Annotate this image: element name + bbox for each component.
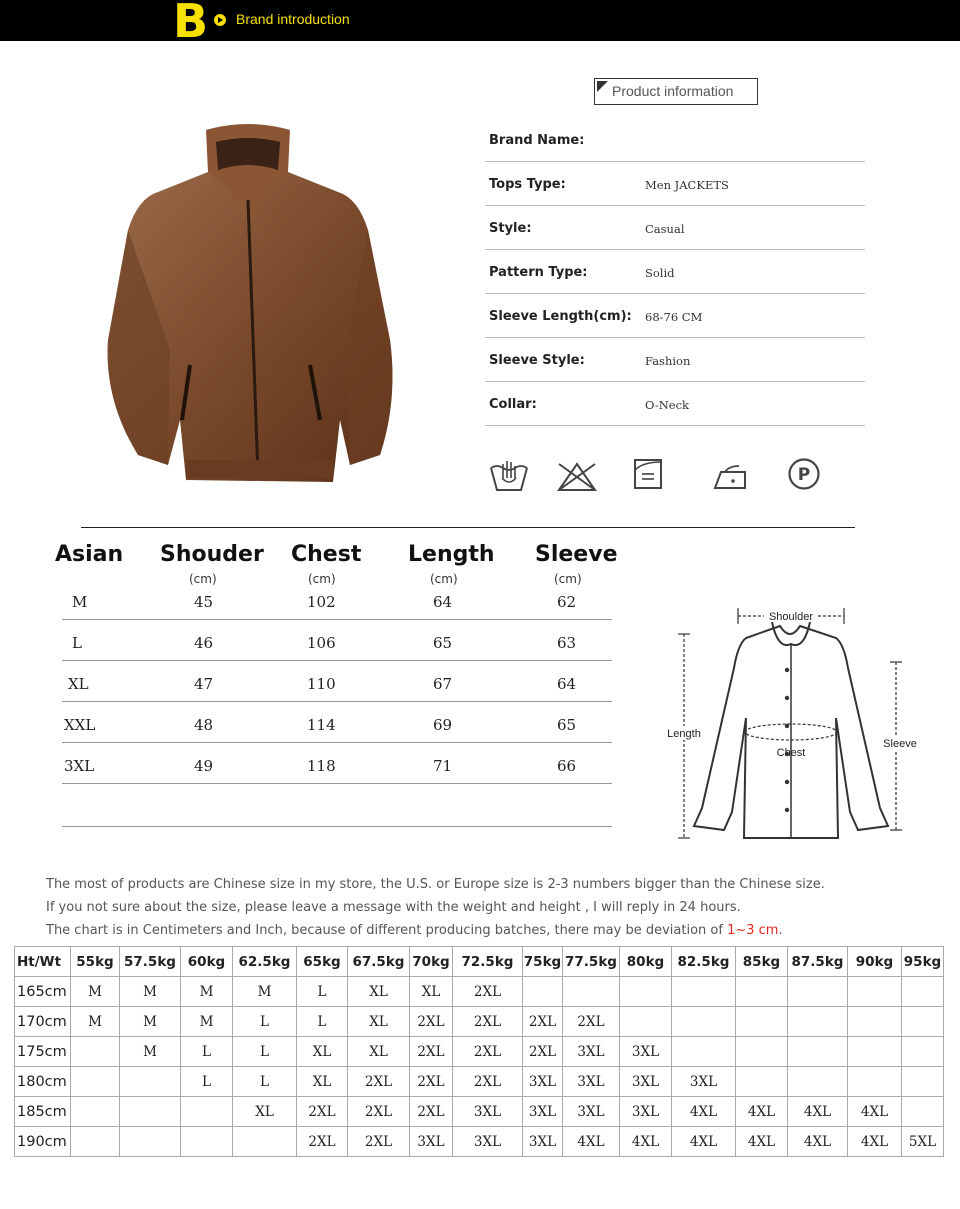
- jacket-product-image: [98, 120, 398, 490]
- size-cell: 65: [557, 716, 577, 734]
- hand-wash-icon: [489, 456, 529, 492]
- hw-cell: 4XL: [788, 1097, 848, 1127]
- note-deviation-highlight: 1~3 cm: [727, 923, 779, 938]
- hw-cell: 4XL: [672, 1097, 736, 1127]
- size-cell: 48: [194, 716, 214, 734]
- info-value: Men JACKETS: [645, 178, 729, 192]
- hw-weight-header: 77.5kg: [563, 947, 620, 977]
- hw-weight-header: 75kg: [523, 947, 563, 977]
- hw-cell: 5XL: [902, 1127, 944, 1157]
- hw-weight-header: 62.5kg: [233, 947, 297, 977]
- hw-cell: [563, 977, 620, 1007]
- diagram-chest-label: Chest: [776, 747, 806, 759]
- size-cell: L: [72, 634, 82, 652]
- hw-cell: [181, 1097, 233, 1127]
- hw-cell: 2XL: [410, 1067, 453, 1097]
- brand-letter-logo: B: [173, 0, 209, 48]
- info-row-collar: [485, 382, 865, 426]
- hw-cell: 3XL: [672, 1067, 736, 1097]
- hw-cell: 3XL: [620, 1037, 672, 1067]
- size-cell: 106: [307, 634, 336, 652]
- size-cell: 63: [557, 634, 577, 652]
- product-information-label: Product information: [612, 83, 734, 99]
- size-cell: 66: [557, 757, 577, 775]
- hw-cell: [71, 1127, 120, 1157]
- hw-cell: M: [120, 977, 181, 1007]
- info-value: 68-76 CM: [645, 310, 703, 324]
- hw-cell: L: [297, 977, 348, 1007]
- size-cell: 67: [433, 675, 453, 693]
- hw-cell: 3XL: [563, 1067, 620, 1097]
- info-row-style: [485, 206, 865, 250]
- hw-cell: 2XL: [523, 1007, 563, 1037]
- hw-cell: 4XL: [736, 1127, 788, 1157]
- hw-cell: L: [233, 1067, 297, 1097]
- diagram-sleeve-label: Sleeve: [883, 738, 917, 750]
- size-unit-label: (cm): [308, 572, 336, 586]
- hw-height-label: 185cm: [15, 1097, 71, 1127]
- hw-cell: 3XL: [523, 1097, 563, 1127]
- info-label: Tops Type:: [489, 177, 566, 192]
- hw-cell: [71, 1097, 120, 1127]
- size-cell: XL: [68, 675, 89, 693]
- size-cell: 47: [194, 675, 214, 693]
- info-row-brand-name: [485, 118, 865, 162]
- hw-cell: [523, 977, 563, 1007]
- svg-text:P: P: [797, 465, 811, 485]
- hw-cell: 2XL: [348, 1127, 410, 1157]
- hw-cell: L: [181, 1037, 233, 1067]
- hw-cell: [788, 1037, 848, 1067]
- hw-cell: 2XL: [297, 1127, 348, 1157]
- hw-weight-header: 70kg: [410, 947, 453, 977]
- size-unit-label: (cm): [430, 572, 458, 586]
- size-cell: 110: [307, 675, 336, 693]
- hw-cell: 2XL: [453, 1007, 523, 1037]
- hw-weight-header: 85kg: [736, 947, 788, 977]
- hw-height-label: 180cm: [15, 1067, 71, 1097]
- hw-cell: [902, 1037, 944, 1067]
- hw-cell: 2XL: [348, 1067, 410, 1097]
- hw-cell: M: [181, 1007, 233, 1037]
- size-cell: 69: [433, 716, 453, 734]
- play-icon: [214, 14, 226, 26]
- size-row: [62, 579, 612, 620]
- hw-cell: XL: [348, 977, 410, 1007]
- size-cell: 102: [307, 593, 336, 611]
- info-row-sleeve-length: [485, 294, 865, 338]
- hw-cell: 4XL: [736, 1097, 788, 1127]
- info-label: Style:: [489, 221, 532, 236]
- hw-weight-header: 65kg: [297, 947, 348, 977]
- hw-cell: 2XL: [410, 1097, 453, 1127]
- hw-cell: 3XL: [620, 1067, 672, 1097]
- dry-icon: [633, 458, 663, 490]
- hw-cell: 3XL: [620, 1097, 672, 1127]
- hw-cell: 4XL: [848, 1127, 902, 1157]
- hw-row: [15, 1127, 944, 1157]
- hw-cell: 3XL: [410, 1127, 453, 1157]
- corner-triangle-icon: [597, 81, 608, 92]
- hw-cell: L: [181, 1067, 233, 1097]
- diagram-length-label: Length: [667, 728, 701, 740]
- brand-header-bar: [0, 0, 960, 48]
- hw-weight-header: 57.5kg: [120, 947, 181, 977]
- hw-cell: [71, 1067, 120, 1097]
- hw-height-label: 170cm: [15, 1007, 71, 1037]
- size-cell: 46: [194, 634, 214, 652]
- size-cell: 64: [433, 593, 453, 611]
- size-cell: XXL: [64, 716, 96, 734]
- hw-cell: 2XL: [453, 977, 523, 1007]
- info-row-sleeve-style: [485, 338, 865, 382]
- hw-cell: XL: [410, 977, 453, 1007]
- size-header-chest: Chest: [291, 542, 362, 567]
- hw-cell: [736, 1037, 788, 1067]
- hw-cell: [672, 977, 736, 1007]
- size-header-length: Length: [408, 542, 495, 567]
- size-header-sleeve: Sleeve: [535, 542, 618, 567]
- size-header-asian: Asian: [55, 542, 124, 567]
- hw-cell: XL: [297, 1037, 348, 1067]
- info-value: Fashion: [645, 354, 691, 368]
- hw-weight-header: 60kg: [181, 947, 233, 977]
- hw-cell: [736, 1067, 788, 1097]
- hw-cell: [902, 1007, 944, 1037]
- size-cell: 64: [557, 675, 577, 693]
- hw-cell: 2XL: [453, 1037, 523, 1067]
- hw-cell: 2XL: [410, 1037, 453, 1067]
- hw-cell: 3XL: [563, 1037, 620, 1067]
- hw-height-label: 165cm: [15, 977, 71, 1007]
- hw-cell: [788, 1067, 848, 1097]
- hw-cell: 4XL: [563, 1127, 620, 1157]
- size-row-empty: [62, 786, 612, 827]
- size-unit-label: (cm): [554, 572, 582, 586]
- hw-cell: 3XL: [453, 1097, 523, 1127]
- hw-cell: M: [71, 1007, 120, 1037]
- hw-height-label: 175cm: [15, 1037, 71, 1067]
- hw-cell: [848, 1007, 902, 1037]
- hw-cell: [233, 1127, 297, 1157]
- note-deviation: [46, 923, 783, 938]
- info-value: Casual: [645, 222, 685, 236]
- hw-cell: XL: [233, 1097, 297, 1127]
- no-bleach-icon: [555, 460, 599, 492]
- hw-cell: [620, 1007, 672, 1037]
- size-row: [62, 743, 612, 784]
- size-cell: 114: [307, 716, 336, 734]
- hw-cell: [788, 1007, 848, 1037]
- measurement-diagram: [660, 598, 930, 848]
- note-contact: If you not sure about the size, please leave a message with the weight and height , I will reply in 24 hours.: [46, 900, 741, 915]
- size-cell: 3XL: [64, 757, 95, 775]
- iron-icon: [711, 464, 751, 490]
- diagram-shoulder-label: Shoulder: [768, 611, 814, 623]
- hw-cell: M: [71, 977, 120, 1007]
- hw-cell: [120, 1127, 181, 1157]
- hw-row: [15, 977, 944, 1007]
- hw-row: [15, 1097, 944, 1127]
- info-label: Sleeve Style:: [489, 353, 585, 368]
- hw-cell: 3XL: [523, 1067, 563, 1097]
- height-weight-size-table: [14, 946, 944, 1157]
- hw-cell: 4XL: [788, 1127, 848, 1157]
- hw-weight-header: 95kg: [902, 947, 944, 977]
- dry-clean-icon: [787, 457, 821, 491]
- hw-cell: [736, 1007, 788, 1037]
- hw-weight-header: 82.5kg: [672, 947, 736, 977]
- size-cell: 65: [433, 634, 453, 652]
- hw-cell: [672, 1007, 736, 1037]
- product-info-table: [485, 118, 865, 426]
- hw-cell: 3XL: [523, 1127, 563, 1157]
- size-cell: 49: [194, 757, 214, 775]
- hw-cell: XL: [348, 1007, 410, 1037]
- hw-cell: [902, 977, 944, 1007]
- hw-cell: [120, 1097, 181, 1127]
- info-row-tops-type: [485, 162, 865, 206]
- hw-cell: 2XL: [523, 1037, 563, 1067]
- hw-cell: 2XL: [410, 1007, 453, 1037]
- hw-row: [15, 1067, 944, 1097]
- note-deviation-text: The chart is in Centimeters and Inch, because of different producing batches, there may be deviation of: [46, 923, 728, 938]
- hw-cell: 4XL: [620, 1127, 672, 1157]
- hw-row: [15, 1037, 944, 1067]
- hw-cell: [848, 1067, 902, 1097]
- size-row: [62, 620, 612, 661]
- size-cell: 71: [433, 757, 453, 775]
- hw-cell: 2XL: [297, 1097, 348, 1127]
- hw-weight-header: 67.5kg: [348, 947, 410, 977]
- hw-cell: 3XL: [453, 1127, 523, 1157]
- size-row: [62, 661, 612, 702]
- size-header-shoulder: Shouder: [160, 542, 264, 567]
- hw-cell: [848, 977, 902, 1007]
- size-cell: 118: [307, 757, 336, 775]
- hw-cell: L: [297, 1007, 348, 1037]
- info-value: Solid: [645, 266, 675, 280]
- hw-cell: [71, 1037, 120, 1067]
- hw-weight-header: 80kg: [620, 947, 672, 977]
- note-deviation-end: .: [778, 923, 783, 938]
- info-label: Sleeve Length(cm):: [489, 309, 632, 324]
- size-cell: 45: [194, 593, 214, 611]
- hw-weight-header: 87.5kg: [788, 947, 848, 977]
- hw-cell: [788, 977, 848, 1007]
- hw-weight-header: 90kg: [848, 947, 902, 977]
- hw-cell: 3XL: [563, 1097, 620, 1127]
- brand-introduction-title: Brand introduction: [236, 11, 350, 27]
- note-size-difference: The most of products are Chinese size in my store, the U.S. or Europe size is 2-3 numbers bigger than the Chinese size.: [46, 877, 825, 892]
- hw-cell: 4XL: [672, 1127, 736, 1157]
- size-cell: M: [72, 593, 88, 611]
- hw-cell: 4XL: [848, 1097, 902, 1127]
- hw-cell: XL: [348, 1037, 410, 1067]
- info-row-pattern-type: [485, 250, 865, 294]
- care-icons-row: [485, 452, 865, 496]
- info-label: Pattern Type:: [489, 265, 588, 280]
- info-label: Brand Name:: [489, 133, 585, 148]
- hw-cell: [736, 977, 788, 1007]
- hw-corner-label: Ht/Wt: [15, 947, 71, 977]
- hw-cell: [120, 1067, 181, 1097]
- hw-cell: 2XL: [563, 1007, 620, 1037]
- hw-cell: [181, 1127, 233, 1157]
- info-label: Collar:: [489, 397, 537, 412]
- hw-cell: 2XL: [453, 1067, 523, 1097]
- hw-weight-header: 72.5kg: [453, 947, 523, 977]
- hw-cell: [620, 977, 672, 1007]
- hw-cell: [902, 1097, 944, 1127]
- hw-cell: [672, 1037, 736, 1067]
- section-divider: [81, 527, 855, 528]
- size-cell: 62: [557, 593, 577, 611]
- hw-cell: [848, 1037, 902, 1067]
- size-unit-label: (cm): [189, 572, 217, 586]
- hw-weight-header: 55kg: [71, 947, 120, 977]
- product-information-badge: [594, 78, 758, 105]
- size-row: [62, 702, 612, 743]
- hw-header-row: [15, 947, 944, 977]
- hw-row: [15, 1007, 944, 1037]
- hw-cell: L: [233, 1037, 297, 1067]
- info-value: O-Neck: [645, 398, 690, 412]
- hw-cell: M: [120, 1037, 181, 1067]
- hw-cell: L: [233, 1007, 297, 1037]
- hw-cell: M: [120, 1007, 181, 1037]
- hw-height-label: 190cm: [15, 1127, 71, 1157]
- hw-cell: M: [181, 977, 233, 1007]
- hw-cell: [902, 1067, 944, 1097]
- hw-cell: XL: [297, 1067, 348, 1097]
- hw-cell: M: [233, 977, 297, 1007]
- hw-cell: 2XL: [348, 1097, 410, 1127]
